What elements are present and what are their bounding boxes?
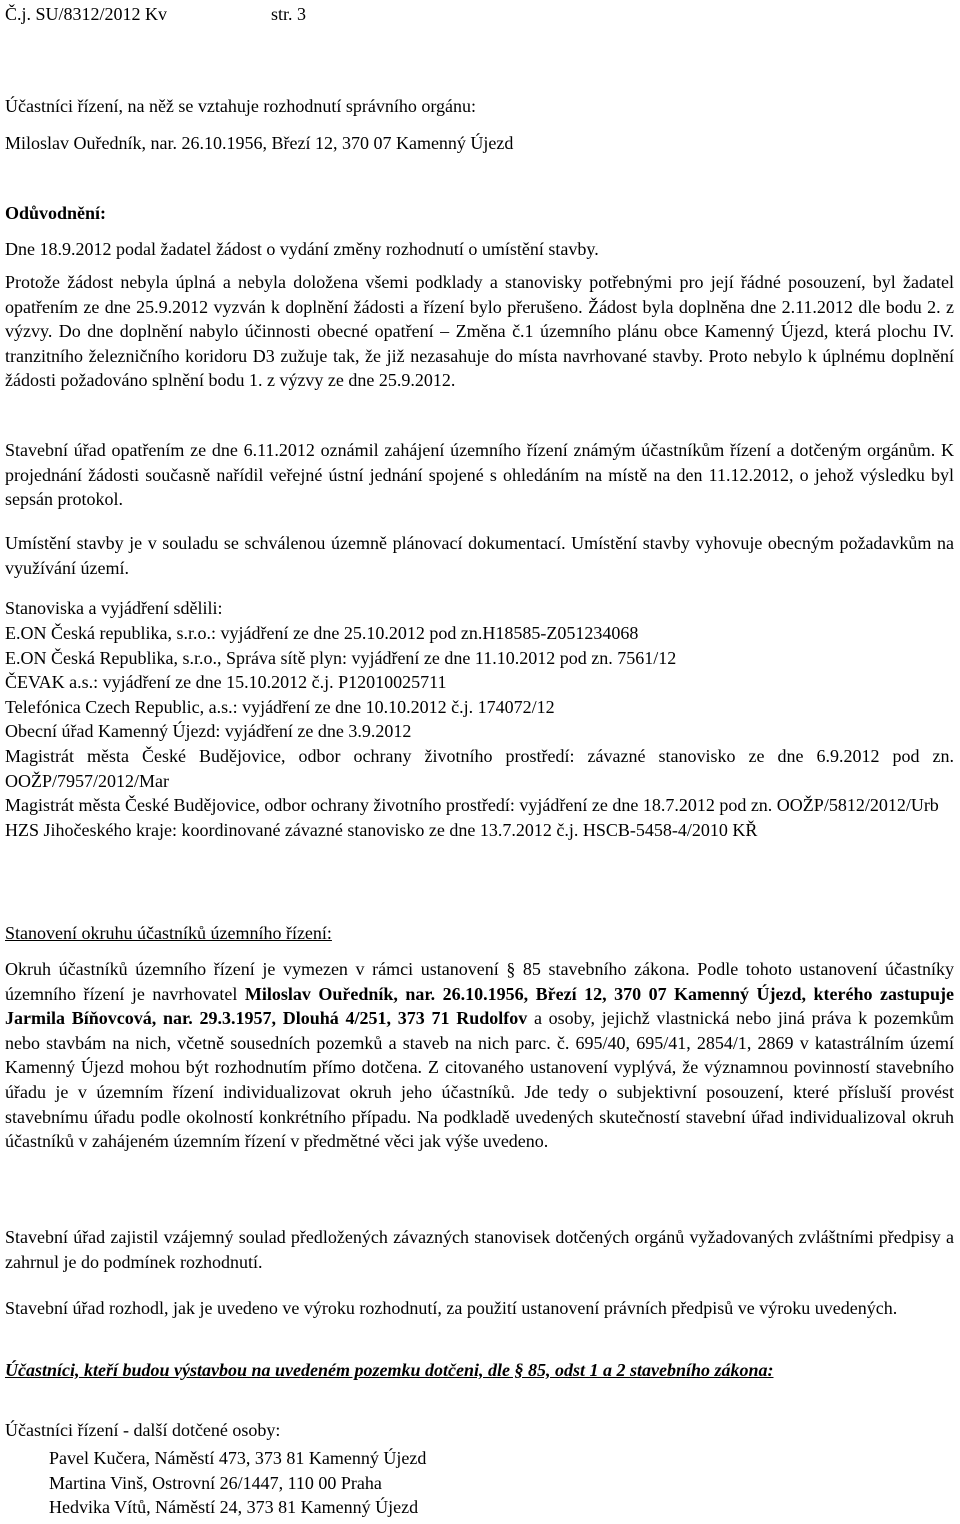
scope-text-1: Okruh účastníků územního řízení je vymezen v rámci ustanovení § 85 stavebního zákona. Podle tohoto ustanovení účastníky územního řízení je navrhovatel (5, 959, 954, 1004)
opinions-list (5, 621, 954, 842)
page-number: str. 3 (271, 4, 307, 24)
other-participant: Pavel Kučera, Náměstí 473, 373 81 Kamenný Újezd (49, 1448, 427, 1468)
other-participant: Martina Vinš, Ostrovní 26/1447, 110 00 Praha (49, 1472, 382, 1493)
other-participant: Hedvika Vítů, Náměstí 24, 373 81 Kamenný Újezd (49, 1497, 419, 1518)
opinion-item: Obecní úřad Kamenný Újezd: vyjádření ze dne 3.9.2012 (5, 721, 412, 742)
affected-heading: Účastníci, kteří budou výstavbou na uvedeném pozemku dotčeni, dle § 85, odst 1 a 2 stavebního zákona: (5, 1360, 774, 1380)
opinions-heading: Stanoviska a vyjádření sdělili: (5, 598, 223, 618)
opinion-item: Telefónica Czech Republic, a.s.: vyjádření ze dne 10.10.2012 č.j. 174072/12 (5, 696, 555, 717)
participants-heading: Účastníci řízení, na něž se vztahuje rozhodnutí správního orgánu: (5, 96, 477, 116)
opinion-item: E.ON Česká Republika, s.r.o., Správa sítě plyn: vyjádření ze dne 11.10.2012 pod zn. 7561/12 (5, 647, 677, 668)
scope-text-2: a osoby, jejichž vlastnická nebo jiná práva k pozemkům nebo stavbám na nich, včetně sousedních pozemků a staveb na nich parc. č. 695/40, 695/41, 2854/1, 2869 v katastrálním území Kamenný Újezd mohou být rozhodnutím přímo dotčena. Z citovaného ustanovení vyplývá, že významnou povinností stavebního úřadu je v územním řízení individualizovat okruh jeho účastníků. Jde tedy o subjektivní posouzení, které přísluší provést stavebnímu úřadu podle okolností konkrétního případu. Na podkladě uvedených skutečností stavební úřad individualizoval okruh účastníků v zahájeném územním řízení v předmětné věci jak výše uvedeno. (5, 1008, 954, 1152)
para-announce: Stavební úřad opatřením ze dne 6.11.2012 oznámil zahájení územního řízení známým účastníkům řízení a dotčeným orgánům. K projednání žádosti současně nařídil veřejné ústní jednání spojené s ohledáním na místě na den 11.12.2012, o jehož výsledku byl sepsán protokol. (5, 440, 954, 510)
para-harmony: Stavební úřad zajistil vzájemný soulad předložených závazných stanovisek dotčených orgánů vyžadovaných zvláštními předpisy a zahrnul je do podmínek rozhodnutí. (5, 1227, 954, 1272)
others-heading: Účastníci řízení - další dotčené osoby: (5, 1420, 281, 1440)
page-header (5, 2, 306, 27)
para-scope (5, 957, 954, 1154)
para-compliance: Umístění stavby je v souladu se schválenou územně plánovací dokumentací. Umístění stavby vyhovuje obecným požadavkům na využívání území. (5, 533, 954, 578)
scope-heading: Stanovení okruhu účastníků územního řízení: (5, 923, 332, 943)
opinion-item: ČEVAK a.s.: vyjádření ze dne 15.10.2012 č.j. P12010025711 (5, 672, 447, 693)
para-decided: Stavební úřad rozhodl, jak je uvedeno ve výroku rozhodnutí, za použití ustanovení právních předpisů ve výroku uvedených. (5, 1298, 898, 1318)
participant-main: Miloslav Ouředník, nar. 26.10.1956, Březí 12, 370 07 Kamenný Újezd (5, 133, 514, 153)
opinion-item: HZS Jihočeského kraje: koordinované závazné stanovisko ze dne 13.7.2012 č.j. HSCB-5458-4/2010 KŘ (5, 819, 758, 840)
others-list (5, 1446, 426, 1520)
para-submission: Dne 18.9.2012 podal žadatel žádost o vydání změny rozhodnutí o umístění stavby. (5, 239, 599, 259)
document-reference: Č.j. SU/8312/2012 Kv (5, 4, 168, 24)
reasoning-heading: Odůvodnění: (5, 203, 107, 223)
opinion-item: E.ON Česká republika, s.r.o.: vyjádření ze dne 25.10.2012 pod zn.H18585-Z051234068 (5, 623, 639, 643)
scope-applicant: Miloslav Ouředník, nar. 26.10.1956, Březí 12, 370 07 Kamenný Újezd, kterého zastupuje Jarmila Bíňovcová, nar. 29.3.1957, Dlouhá 4/251, 373 71 Rudolfov (5, 983, 954, 1029)
para-incomplete: Protože žádost nebyla úplná a nebyla doložena všemi podklady a stanovisky potřebnými pro její řádné posouzení, byl žadatel opatřením ze dne 25.9.2012 vyzván k doplnění žádosti a řízení bylo přerušeno. Žádost byla doplněna dne 2.11.2012 dle bodu 2. z výzvy. Do dne doplnění nabylo účinnosti obecné opatření – Změna č.1 územního plánu obce Kamenný Újezd, která plochu IV. tranzitního železničního koridoru D3 zužuje tak, že již nezasahuje do místa navrhované stavby. Proto nebylo k úplnému doplnění žádosti požadováno splnění bodu 1. z výzvy ze dne 25.9.2012. (5, 272, 954, 391)
opinion-item: Magistrát města České Budějovice, odbor ochrany životního prostředí: závazné stanovisko ze dne 6.9.2012 pod zn. OOŽP/7957/2012/Mar (5, 745, 954, 791)
opinion-item: Magistrát města České Budějovice, odbor ochrany životního prostředí: vyjádření ze dne 18.7.2012 pod zn. OOŽP/5812/2012/Urb (5, 795, 939, 816)
